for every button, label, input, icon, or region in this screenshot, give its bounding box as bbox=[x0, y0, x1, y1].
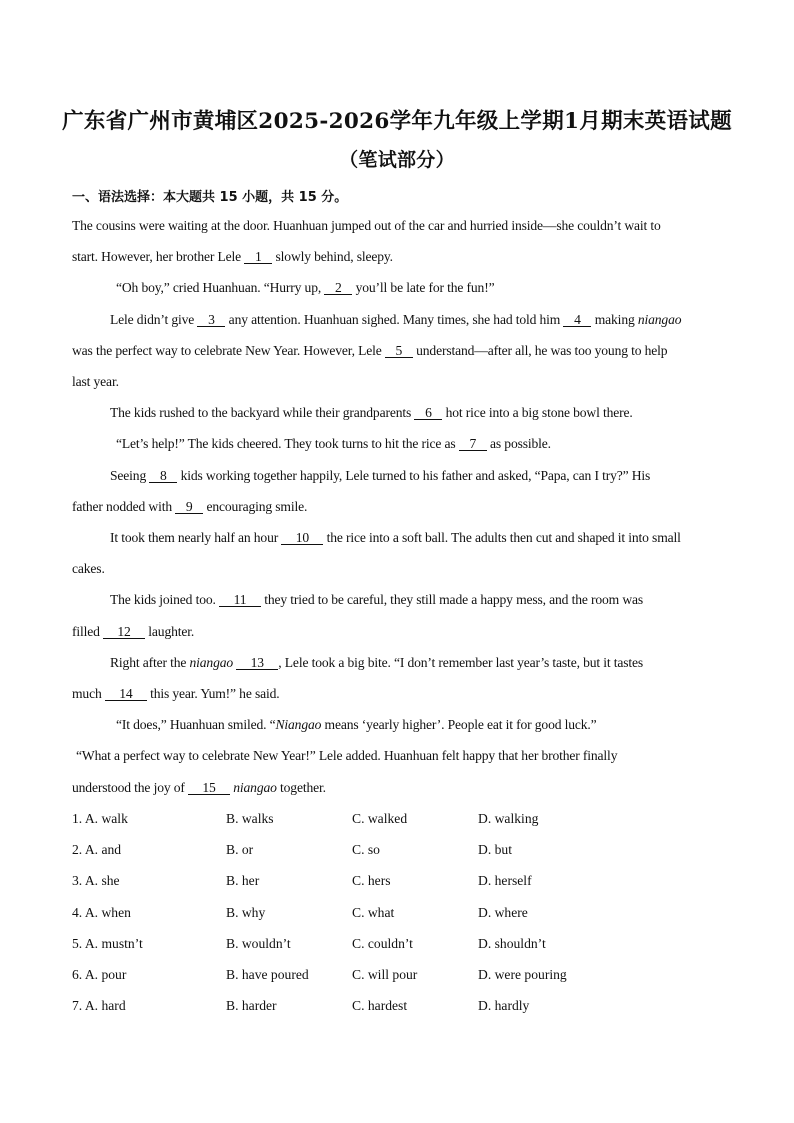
passage-line: “What a perfect way to celebrate New Year!” Lele added. Huanhuan felt happy that her brother finally bbox=[76, 748, 618, 763]
passage-line: start. However, her brother Lele 1 slowly behind, sleepy. bbox=[72, 249, 393, 264]
exam-title: 广东省广州市黄埔区2025-2026学年九年级上学期1月期末英语试题 bbox=[62, 109, 732, 134]
blank-12: 12 bbox=[103, 625, 145, 639]
passage-line: last year. bbox=[72, 374, 119, 389]
passage-line: Right after the niangao 13 , Lele took a big bite. “I don’t remember last year’s taste, but it tastes bbox=[110, 655, 644, 670]
passage-line: “It does,” Huanhuan smiled. “Niangao means ‘yearly higher’. People eat it for good luck.” bbox=[116, 717, 597, 732]
option-5-b: B. wouldn’t bbox=[226, 935, 291, 951]
option-5-num: 5. A. mustn’t bbox=[72, 935, 143, 951]
blank-2: 2 bbox=[324, 281, 352, 295]
blank-15: 15 bbox=[188, 781, 230, 795]
option-6-d: D. were pouring bbox=[478, 967, 567, 982]
passage-line: The kids rushed to the backyard while their grandparents 6 hot rice into a big stone bowl there. bbox=[110, 405, 633, 420]
passage-line: The cousins were waiting at the door. Huanhuan jumped out of the car and hurried inside—she couldn’t wait to bbox=[72, 218, 661, 233]
option-2-d: D. but bbox=[478, 842, 512, 858]
passage-line: “Oh boy,” cried Huanhuan. “Hurry up, 2 you’ll be late for the fun!” bbox=[116, 280, 495, 295]
passage-line: much 14 this year. Yum!” he said. bbox=[72, 686, 280, 701]
blank-5: 5 bbox=[385, 344, 413, 358]
passage-line: Lele didn’t give 3 any attention. Huanhuan sighed. Many times, she had told him 4 making niangao bbox=[110, 312, 682, 327]
option-6-c: C. will pour bbox=[352, 967, 418, 982]
option-2-num: 2. A. and bbox=[72, 842, 122, 858]
passage-line: father nodded with 9 encouraging smile. bbox=[72, 499, 308, 514]
passage-line: was the perfect way to celebrate New Year. However, Lele 5 understand—after all, he was too young to help bbox=[72, 343, 668, 358]
option-1-c: C. walked bbox=[352, 811, 408, 826]
blank-8: 8 bbox=[149, 469, 177, 483]
passage-line: The kids joined too. 11 they tried to be careful, they still made a happy mess, and the room was bbox=[110, 592, 644, 607]
passage-line: understood the joy of 15 niangao together. bbox=[72, 780, 326, 795]
option-6-num: 6. A. pour bbox=[72, 967, 127, 982]
passage-line: filled 12 laughter. bbox=[72, 624, 195, 639]
option-4-num: 4. A. when bbox=[72, 904, 131, 920]
option-1-num: 1. A. walk bbox=[72, 811, 128, 826]
option-4-c: C. what bbox=[352, 904, 395, 920]
passage-line: “Let’s help!” The kids cheered. They took turns to hit the rice as 7 as possible. bbox=[116, 436, 551, 451]
option-6-b: B. have poured bbox=[226, 967, 309, 982]
option-2-c: C. so bbox=[352, 842, 380, 858]
blank-13: 13 bbox=[236, 656, 278, 670]
option-3-d: D. herself bbox=[478, 873, 532, 889]
blank-1: 1 bbox=[244, 250, 272, 264]
option-7-d: D. hardly bbox=[478, 998, 530, 1014]
blank-14: 14 bbox=[105, 687, 147, 701]
option-3-b: B. her bbox=[226, 873, 260, 889]
option-3-num: 3. A. she bbox=[72, 873, 120, 889]
blank-10: 10 bbox=[281, 531, 323, 545]
passage-line: It took them nearly half an hour 10 the rice into a soft ball. The adults then cut and shaped it into small bbox=[110, 530, 681, 545]
exam-subtitle: （笔试部分） bbox=[339, 149, 455, 171]
section-heading: 一、语法选择：本大题共 15 小题，共 15 分。 bbox=[72, 190, 348, 205]
blank-6: 6 bbox=[414, 406, 442, 420]
blank-4: 4 bbox=[563, 313, 591, 327]
option-7-c: C. hardest bbox=[352, 998, 408, 1014]
option-1-d: D. walking bbox=[478, 811, 539, 826]
passage-line: Seeing 8 kids working together happily, Lele turned to his father and asked, “Papa, can I try?” His bbox=[110, 468, 651, 483]
option-4-d: D. where bbox=[478, 904, 528, 920]
blank-7: 7 bbox=[459, 437, 487, 451]
blank-9: 9 bbox=[175, 500, 203, 514]
option-1-b: B. walks bbox=[226, 811, 274, 826]
blank-11: 11 bbox=[219, 593, 261, 607]
option-7-num: 7. A. hard bbox=[72, 998, 126, 1014]
option-2-b: B. or bbox=[226, 842, 254, 858]
passage-line: cakes. bbox=[72, 561, 105, 576]
option-5-c: C. couldn’t bbox=[352, 935, 413, 951]
option-5-d: D. shouldn’t bbox=[478, 935, 546, 951]
blank-3: 3 bbox=[197, 313, 225, 327]
option-7-b: B. harder bbox=[226, 998, 277, 1014]
option-3-c: C. hers bbox=[352, 873, 391, 889]
option-4-b: B. why bbox=[226, 904, 266, 920]
